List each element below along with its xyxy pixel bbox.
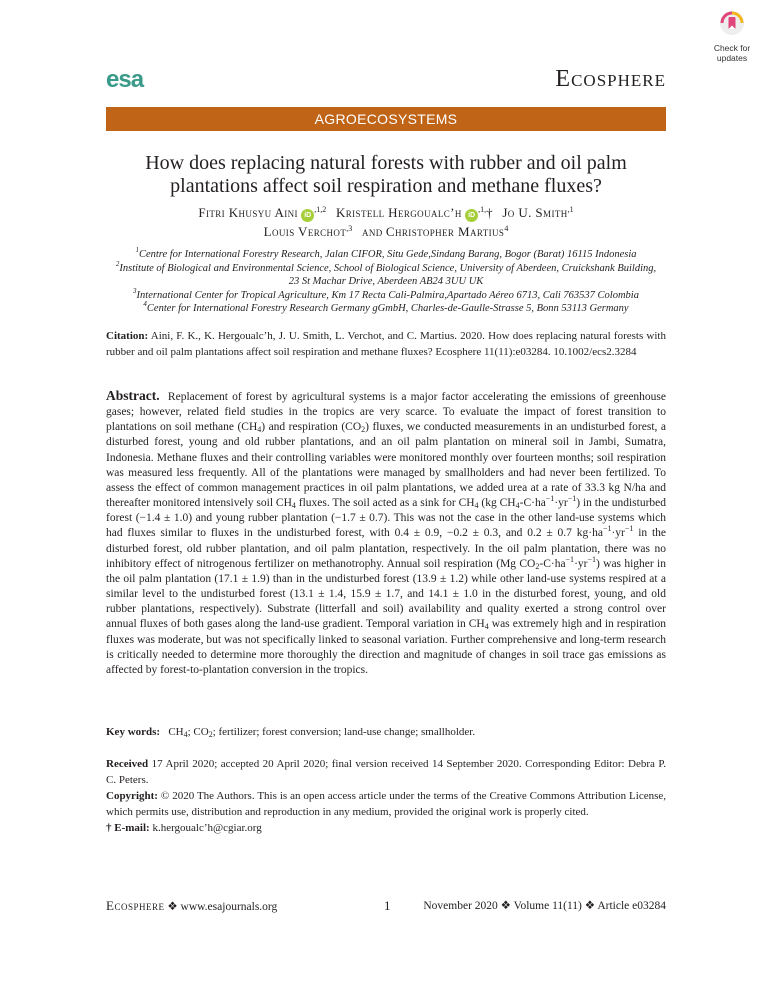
affiliation: $^4$Center for International Forestry Research Germany gGmbH, Charles-de-Gaulle-Strasse 5, Bonn 53113 Germany [143,300,629,315]
abstract-label: Abstract. [106,388,160,403]
keywords: Key words: $CH_4$; $CO_2$; fertilizer; forest conversion; land-use change; smallholder. [106,726,476,739]
author-name: Jo U. Smith [502,205,568,220]
separator-icon: ❖ [584,900,596,912]
affiliations [106,248,666,316]
page-footer [106,898,666,914]
author-name: Christopher Martius [385,224,505,239]
separator-icon: ❖ [167,901,178,913]
orcid-icon[interactable]: iD [301,209,314,222]
footer-left [106,898,277,915]
author-name: Kristell Hergoualc’h [335,205,462,220]
page-number: 1 [384,898,391,913]
citation-text: Aini, F. K., K. Hergoualc’h, J. U. Smith, L. Verchot, and C. Martius. 2020. How does replacing natural forests with rubber and oil palm plantations affect soil respiration and methane fluxes? Ecosphere 11(11):e03284. 10.1002/ecs2.3284 [106,330,666,358]
email-line: † E-mail: k.hergoualc’h@cgiar.org [106,822,262,834]
article-history [106,756,666,836]
footer-journal: Ecosphere [106,898,165,913]
author-name: Louis Verchot [263,224,347,239]
received-line: Received 17 April 2020; accepted 20 April 2020; final version received 14 September 2020. Corresponding Editor: Debra P. C. Peters. [106,758,667,786]
affiliation: $^2$Institute of Biological and Environmental Science, School of Biological Science, University of Aberdeen, Cruickshank Building, 23 St Machar Drive, Aberdeen AB24 3UU UK [115,259,657,288]
journal-name: Ecosphere [555,66,666,92]
corresponding-dagger: † [486,205,493,220]
esa-logo: esa [106,66,144,93]
check-updates-icon [719,10,745,36]
copyright-line: Copyright: © 2020 The Authors. This is an open access article under the terms of the Creative Commons Attribution License, which permits use, distribution and reproduction in any medium, provided the original work is properly cited. [106,790,667,818]
footer-url[interactable]: www.esajournals.org [180,901,278,913]
author-name: Fitri Khusyu Aini [198,205,298,220]
check-for-updates-badge[interactable] [703,10,761,70]
affiliation: $^3$International Center for Tropical Agriculture, Km 17 Recta Cali-Palmira,Apartado Aéreo 6713, Cali 763537 Colombia [133,286,639,301]
section-banner: AGROECOSYSTEMS [106,107,666,131]
separator-icon: ❖ [500,900,511,912]
citation-label: Citation: [106,330,149,342]
footer-right: November 2020 ❖ Volume 11(11) ❖ Article e03284 [423,900,666,912]
citation [106,329,666,361]
affiliation: $^1$Centre for International Forestry Research, Jalan CIFOR, Situ Gede,Sindang Barang, Bogor (Barat) 16115 Indonesia [135,246,637,260]
author-list: Fitri Khusyu Aini $iD^{,1,2}$ Kristell Hergoualc’h $iD^{,1,}\dagger$ Jo U. Smith$^{,1}$ Louis Verchot$^{,3}$ and Christopher Martius$^4$ [198,205,574,239]
abstract: Abstract. Replacement of forest by agricultural systems is a major factor accelerating the emissions of greenhouse gases; however, related field studies in the tropics are very scarce. To evaluate the impact of forest transition to plantations on soil methane $(CH_4)$ and respiration $(CO_2)$ fluxes, we conducted measurements in an undisturbed forest, a disturbed forest, young and old rubber plantations, and an oil palm plantation on mineral soil in Jambi, Sumatra, Indonesia. Methane fluxes and their controlling variables were monitored monthly over fourteen months; soil respiration was measured less frequently. All of the plantations were managed by smallholders and had never been fertilized. To assess the effect of common management practices in oil palm plantations, we added urea at a rate of 33.3 kg N/ha and thereafter monitored intensively soil $CH_4$ fluxes. The soil acted as a sink for $CH_4$ (kg $CH_4-C\cdot ha^{-1}\cdot yr^{-1}$) in the undisturbed forest (−1.4 ± 1.0) and young rubber plantation (−1.7 ± 0.7). This was not the case in the other land-use systems which had fluxes similar to fluxes in the undisturbed forest, with 0.4 ± 0.9, −0.2 ± 0.3, and 0.2 ± 0.7 $kg\cdot ha^{-1}\cdot yr^{-1}$ in the disturbed forest, old rubber plantation, and oil palm plantation, respectively. In the oil palm plantation, there was no inhibitory effect of nitrogenous fertilizer on methanotrophy. Annual soil respiration (Mg $CO_2-C\cdot ha^{-1}\cdot yr^{-1}$) was higher in the oil palm plantation (17.1 ± 1.9) than in the undisturbed forest (13.9 ± 1.2) while other land-use systems respired at a similar level to the undisturbed forest (13.1 ± 1.4, 15.9 ± 1.7, and 14.1 ± 1.0 in the disturbed forest, young, and old rubber plantations, respectively). Substrate (litterfall and soil) availability and quality exerted a strong control over annual fluxes of both gases along the land-use gradient. Temporal variation in $CH_4$ was extremely high and in respiration fluxes was moderate, but was not specifically linked to seasonal variation. Further comprehensive and long-term research is critically needed to determine more thoroughly the direction and magnitude of changes in soil trace gas emissions as affected by forest-to-plantation conversion in the tropics. [106,388,667,676]
check-updates-label: Check for updates [713,43,751,63]
keywords-label: Key words: [106,726,161,738]
orcid-icon[interactable]: iD [465,209,478,222]
author-connector: and [361,224,383,239]
email-link[interactable]: k.hergoualc’h@cgiar.org [152,822,262,834]
article-title: How does replacing natural forests with rubber and oil palm plantations affect soil respiration and methane fluxes? [145,152,627,197]
